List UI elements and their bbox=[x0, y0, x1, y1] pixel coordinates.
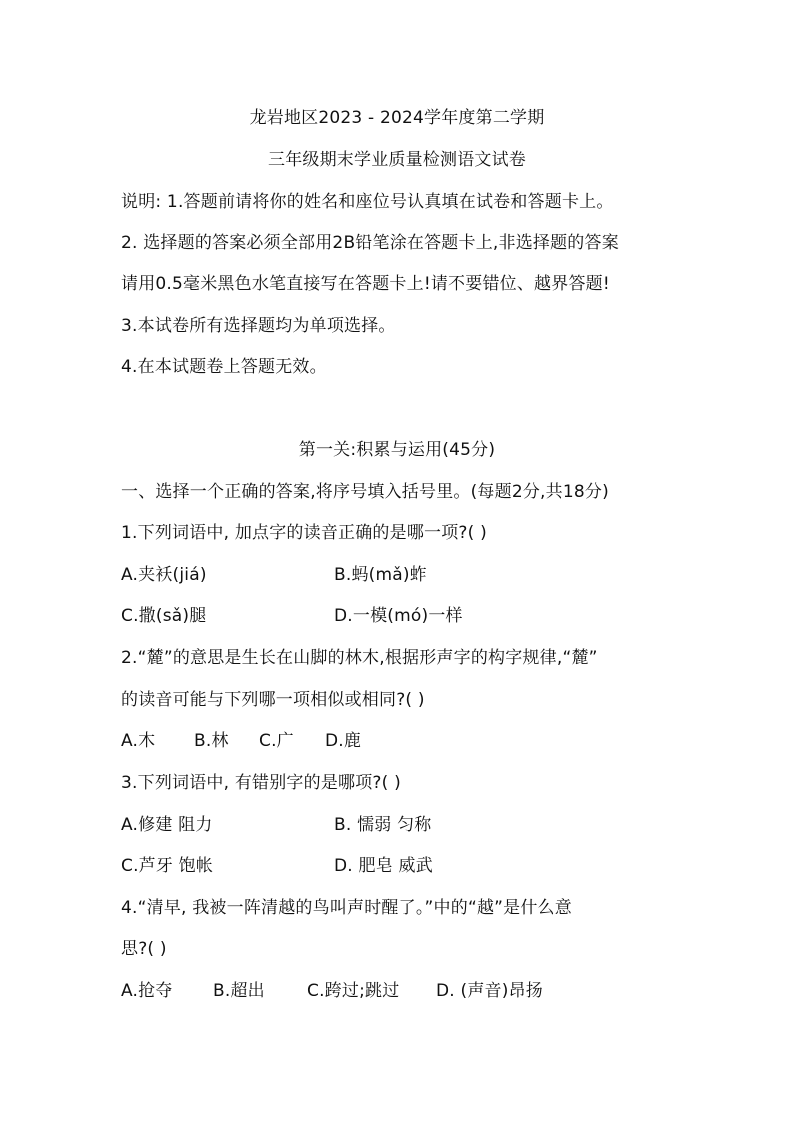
question-2-option-c: C.广 bbox=[259, 731, 294, 751]
question-4-options bbox=[121, 979, 641, 1003]
question-1-option-a: A.夹袄(jiá) bbox=[121, 565, 207, 585]
question-4-stem: 4.“清早, 我被一阵清越的鸟叫声时醒了。”中的“越”是什么意 bbox=[121, 898, 572, 918]
question-2-option-b: B.林 bbox=[194, 731, 229, 751]
question-4-option-a: A.抢夺 bbox=[121, 981, 173, 1001]
question-1-stem: 1.下列词语中, 加点字的读音正确的是哪一项?( ) bbox=[121, 523, 487, 543]
question-2-option-a: A.木 bbox=[121, 731, 156, 751]
question-1-option-b: B.蚂(mǎ)蚱 bbox=[334, 565, 427, 585]
instruction-3: 3.本试卷所有选择题均为单项选择。 bbox=[121, 316, 396, 336]
instruction-4: 4.在本试题卷上答题无效。 bbox=[121, 357, 327, 377]
question-4-stem-cont: 思?( ) bbox=[121, 939, 167, 959]
exam-subtitle: 三年级期末学业质量检测语文试卷 bbox=[268, 150, 526, 170]
question-2-stem: 2.“麓”的意思是生长在山脚的林木,根据形声字的构字规律,“麓” bbox=[121, 648, 598, 668]
question-2-stem-cont: 的读音可能与下列哪一项相似或相同?( ) bbox=[121, 690, 425, 710]
question-2-option-d: D.鹿 bbox=[325, 731, 362, 751]
exam-title: 龙岩地区2023 - 2024学年度第二学期 bbox=[249, 108, 545, 128]
question-4-option-b: B.超出 bbox=[213, 981, 265, 1001]
question-3-option-b: B. 懦弱 匀称 bbox=[334, 815, 432, 835]
section-title: 第一关:积累与运用(45分) bbox=[298, 440, 496, 460]
part-title: 一、选择一个正确的答案,将序号填入括号里。(每题2分,共18分) bbox=[121, 482, 609, 502]
question-1-option-c: C.撒(sǎ)腿 bbox=[121, 606, 207, 626]
question-4-option-d: D. (声音)昂扬 bbox=[436, 981, 543, 1001]
instruction-2: 2. 选择题的答案必须全部用2B铅笔涂在答题卡上,非选择题的答案 bbox=[121, 233, 619, 253]
question-4-option-c: C.跨过;跳过 bbox=[307, 981, 400, 1001]
question-3-option-c: C.芦牙 饱帐 bbox=[121, 856, 214, 876]
question-2-options bbox=[121, 729, 521, 753]
instruction-1: 说明: 1.答题前请将你的姓名和座位号认真填在试卷和答题卡上。 bbox=[121, 192, 614, 212]
question-1-option-d: D.一模(mó)一样 bbox=[334, 606, 463, 626]
instruction-2-cont: 请用0.5毫米黑色水笔直接写在答题卡上!请不要错位、越界答题! bbox=[121, 274, 610, 294]
question-3-option-d: D. 肥皂 威武 bbox=[334, 856, 433, 876]
question-3-option-a: A.修建 阻力 bbox=[121, 815, 213, 835]
question-3-stem: 3.下列词语中, 有错别字的是哪项?( ) bbox=[121, 773, 401, 793]
